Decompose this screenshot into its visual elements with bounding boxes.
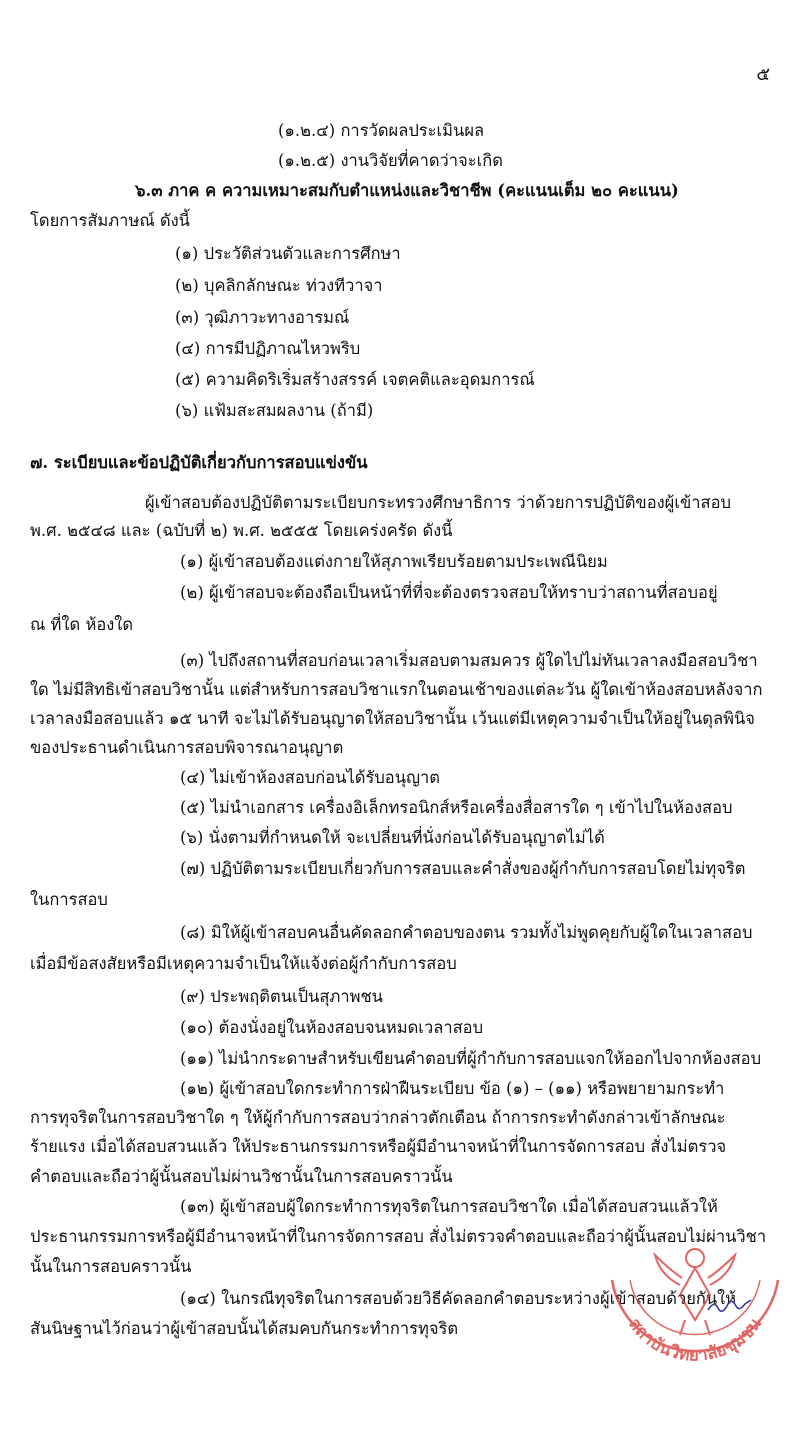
rule-line: (๗) ปฏิบัติตามระเบียบเกี่ยวกับการสอบและคำสั่งของผู้กำกับการสอบโดยไม่ทุจริต [180,859,746,878]
rule-line: (๔) ไม่เข้าห้องสอบก่อนได้รับอนุญาต [180,768,441,787]
rule-line: ในการสอบ [30,890,108,909]
rule-line: พ.ศ. ๒๕๔๘ และ (ฉบับที่ ๒) พ.ศ. ๒๕๕๕ โดยเคร่งครัด ดังนี้ [30,521,453,540]
section-7-heading: ๗. ระเบียบและข้อปฏิบัติเกี่ยวกับการสอบแข่งขัน [30,453,368,472]
subitem-1-2-5: (๑.๒.๕) งานวิจัยที่คาดว่าจะเกิด [278,151,503,170]
rule-line: (๑๓) ผู้เข้าสอบผู้ใดกระทำการทุจริตในการสอบวิชาใด เมื่อได้สอบสวนแล้วให้ [180,1197,718,1216]
rule-line: (๑๑) ไม่นำกระดาษสำหรับเขียนคำตอบที่ผู้กำกับการสอบแจกให้ออกไปจากห้องสอบ [180,1049,762,1068]
official-seal-stamp [600,1240,790,1410]
rule-line: นั้นในการสอบคราวนั้น [30,1257,192,1276]
signature-icon [708,1300,751,1311]
rule-line: ร้ายแรง เมื่อได้สอบสวนแล้ว ให้ประธานกรรมการหรือผู้มีอำนาจหน้าที่ในการจัดการสอบ สั่งไม่ตรวจ [30,1137,727,1156]
rule-line: ประธานกรรมการหรือผู้มีอำนาจหน้าที่ในการจัดการสอบ สั่งไม่ตรวจคำตอบและถือว่าผู้นั้นสอบไม่ผ่านวิชา [30,1227,767,1246]
rule-line: (๘) มิให้ผู้เข้าสอบคนอื่นคัดลอกคำตอบของตน รวมทั้งไม่พูดคุยกับผู้ใดในเวลาสอบ [180,923,753,942]
rule-line: (๒) ผู้เข้าสอบจะต้องถือเป็นหน้าที่ที่จะต้องตรวจสอบให้ทราบว่าสถานที่สอบอยู่ [180,583,718,602]
svg-text:สถาบันวิทยาลัยชุมชน: สถาบันวิทยาลัยชุมชน [624,1314,766,1366]
rule-line: สันนิษฐานไว้ก่อนว่าผู้เข้าสอบนั้นได้สมคบกันกระทำการทุจริต [30,1319,459,1338]
rule-line: (๓) ไปถึงสถานที่สอบก่อนเวลาเริ่มสอบตามสมควร ผู้ใดไปไม่ทันเวลาลงมือสอบวิชา [180,651,758,670]
rule-line: (๑) ผู้เข้าสอบต้องแต่งกายให้สุภาพเรียบร้อยตามประเพณีนิยม [180,552,608,571]
interview-item-2: (๒) บุคลิกลักษณะ ท่วงทีวาจา [175,276,383,295]
rule-line: ใด ไม่มีสิทธิเข้าสอบวิชานั้น แต่สำหรับการสอบวิชาแรกในตอนเช้าของแต่ละวัน ผู้ใดเข้าห้องสอบหลังจาก [30,680,763,699]
garuda-emblem-icon [655,1249,735,1335]
rule-line: เวลาลงมือสอบแล้ว ๑๕ นาที จะไม่ได้รับอนุญาตให้สอบวิชานั้น เว้นแต่มีเหตุความจำเป็นให้อยู่ในดุลพินิจ [30,709,755,728]
rule-line: ของประธานดำเนินการสอบพิจารณาอนุญาต [30,738,344,757]
rule-line: (๑๔) ในกรณีทุจริตในการสอบด้วยวิธีคัดลอกคำตอบระหว่างผู้เข้าสอบด้วยกันให้ [180,1289,737,1308]
interview-item-6: (๖) แฟ้มสะสมผลงาน (ถ้ามี) [175,401,374,420]
rule-line: (๙) ประพฤติตนเป็นสุภาพชน [180,987,383,1006]
interview-item-1: (๑) ประวัติส่วนตัวและการศึกษา [175,244,401,263]
rule-line: เมื่อมีข้อสงสัยหรือมีเหตุความจำเป็นให้แจ้งต่อผู้กำกับการสอบ [30,954,457,973]
subitem-1-2-4: (๑.๒.๔) การวัดผลประเมินผล [278,121,485,140]
section-6-3-intro: โดยการสัมภาษณ์ ดังนี้ [30,211,190,230]
interview-item-3: (๓) วุฒิภาวะทางอารมณ์ [175,308,350,327]
rule-line: การทุจริตในการสอบวิชาใด ๆ ให้ผู้กำกับการสอบว่ากล่าวตักเตือน ถ้าการกระทำดังกล่าวเข้าลักษณะ [30,1108,726,1127]
interview-item-4: (๔) การมีปฏิภาณไหวพริบ [175,339,361,358]
interview-item-5: (๕) ความคิดริเริ่มสร้างสรรค์ เจตคติและอุดมการณ์ [175,370,535,389]
rule-line: คำตอบและถือว่าผู้นั้นสอบไม่ผ่านวิชานั้นในการสอบคราวนั้น [30,1167,453,1186]
section-6-3-heading: ๖.๓ ภาค ค ความเหมาะสมกับตำแหน่งและวิชาชีพ (คะแนนเต็ม ๒๐ คะแนน) [135,181,679,200]
rule-line: (๕) ไม่นำเอกสาร เครื่องอิเล็กทรอนิกส์หรือเครื่องสื่อสารใด ๆ เข้าไปในห้องสอบ [180,798,733,817]
page-number: ๕ [756,64,770,85]
rule-line: (๖) นั่งตามที่กำหนดให้ จะเปลี่ยนที่นั่งก่อนได้รับอนุญาตไม่ได้ [180,828,605,847]
rule-line: ผู้เข้าสอบต้องปฏิบัติตามระเบียบกระทรวงศึกษาธิการ ว่าด้วยการปฏิบัติของผู้เข้าสอบ [145,493,731,512]
rule-line: ณ ที่ใด ห้องใด [30,615,134,634]
rule-line: (๑๐) ต้องนั่งอยู่ในห้องสอบจนหมดเวลาสอบ [180,1018,484,1037]
rule-line: (๑๒) ผู้เข้าสอบใดกระทำการฝ่าฝืนระเบียบ ข้อ (๑) – (๑๑) หรือพยายามกระทำ [180,1079,725,1098]
